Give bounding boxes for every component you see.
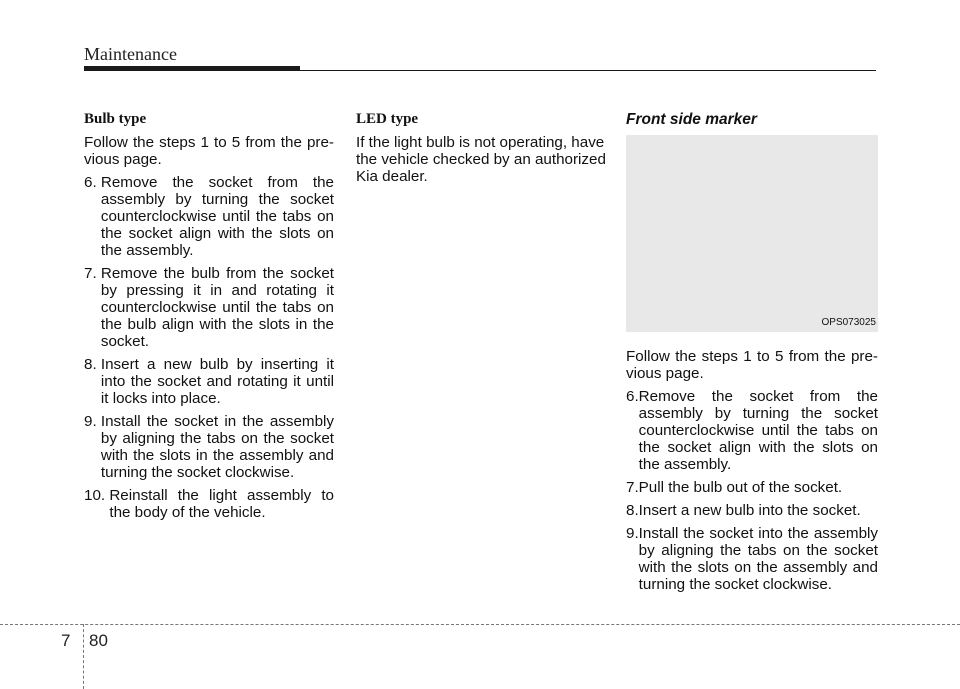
chapter-number: 7 bbox=[61, 631, 71, 650]
list-item bbox=[84, 265, 334, 350]
column-bulb-type bbox=[84, 111, 334, 527]
step-number: 9. bbox=[626, 525, 639, 542]
front-side-marker-heading: Front side marker bbox=[626, 111, 757, 128]
step-number: 8. bbox=[84, 356, 101, 373]
list-item bbox=[626, 479, 878, 496]
column-front-side-marker bbox=[626, 111, 878, 128]
step-number: 9. bbox=[84, 413, 101, 430]
step-text: Remove the bulb from the socket by pressing it in and rotating it counterclockwise until the tabs on the bulb align with the slots in the socket. bbox=[100, 265, 334, 350]
list-item bbox=[84, 487, 334, 521]
figure-caption: OPS073025 bbox=[821, 317, 876, 328]
step-text: Insert a new bulb by inserting it into the socket and rotating it until it locks into place. bbox=[100, 356, 334, 407]
page-number: 80 bbox=[89, 631, 108, 650]
led-type-heading: LED type bbox=[356, 111, 419, 127]
front-side-marker-body bbox=[626, 348, 878, 599]
step-text: Remove the socket from the assembly by turning the socket counterclockwise until the tabs on the socket align with the slots on the assembly. bbox=[638, 388, 878, 473]
led-type-text: If the light bulb is not operating, have the vehicle checked by an authorized Kia dealer. bbox=[356, 134, 606, 185]
step-text: Pull the bulb out of the socket. bbox=[638, 479, 843, 496]
page-header-title: Maintenance bbox=[84, 44, 177, 64]
footer-vertical-divider bbox=[83, 624, 84, 689]
step-number: 6. bbox=[626, 388, 639, 405]
step-number: 6. bbox=[84, 174, 101, 191]
step-number: 7. bbox=[626, 479, 639, 496]
list-item bbox=[84, 413, 334, 481]
list-item bbox=[626, 388, 878, 473]
step-text: Insert a new bulb into the socket. bbox=[638, 502, 861, 519]
list-item bbox=[626, 525, 878, 593]
step-text: Install the socket into the assembly by aligning the tabs on the socket with the slots on the assembly and turning the socket clockwise. bbox=[638, 525, 878, 593]
step-text: Remove the socket from the assembly by turning the socket counterclockwise until the tabs on the socket align with the slots on the assembly. bbox=[100, 174, 334, 259]
step-number: 8. bbox=[626, 502, 639, 519]
bulb-type-intro: Follow the steps 1 to 5 from the pre-vious page. bbox=[84, 134, 334, 168]
front-side-marker-intro: Follow the steps 1 to 5 from the pre-vious page. bbox=[626, 348, 878, 382]
step-text: Install the socket in the assembly by aligning the tabs on the socket with the slots in the assembly and turning the socket clockwise. bbox=[100, 413, 334, 481]
step-text: Reinstall the light assembly to the body of the vehicle. bbox=[109, 487, 334, 521]
step-number: 10. bbox=[84, 487, 110, 504]
header-rule-thin bbox=[300, 70, 876, 71]
list-item bbox=[84, 174, 334, 259]
figure-image bbox=[626, 135, 878, 332]
list-item bbox=[626, 502, 878, 519]
step-number: 7. bbox=[84, 265, 101, 282]
column-led-type bbox=[356, 111, 606, 191]
footer-divider bbox=[0, 624, 960, 625]
header-rule-thick bbox=[84, 66, 300, 71]
list-item bbox=[84, 356, 334, 407]
bulb-type-heading: Bulb type bbox=[84, 111, 147, 127]
